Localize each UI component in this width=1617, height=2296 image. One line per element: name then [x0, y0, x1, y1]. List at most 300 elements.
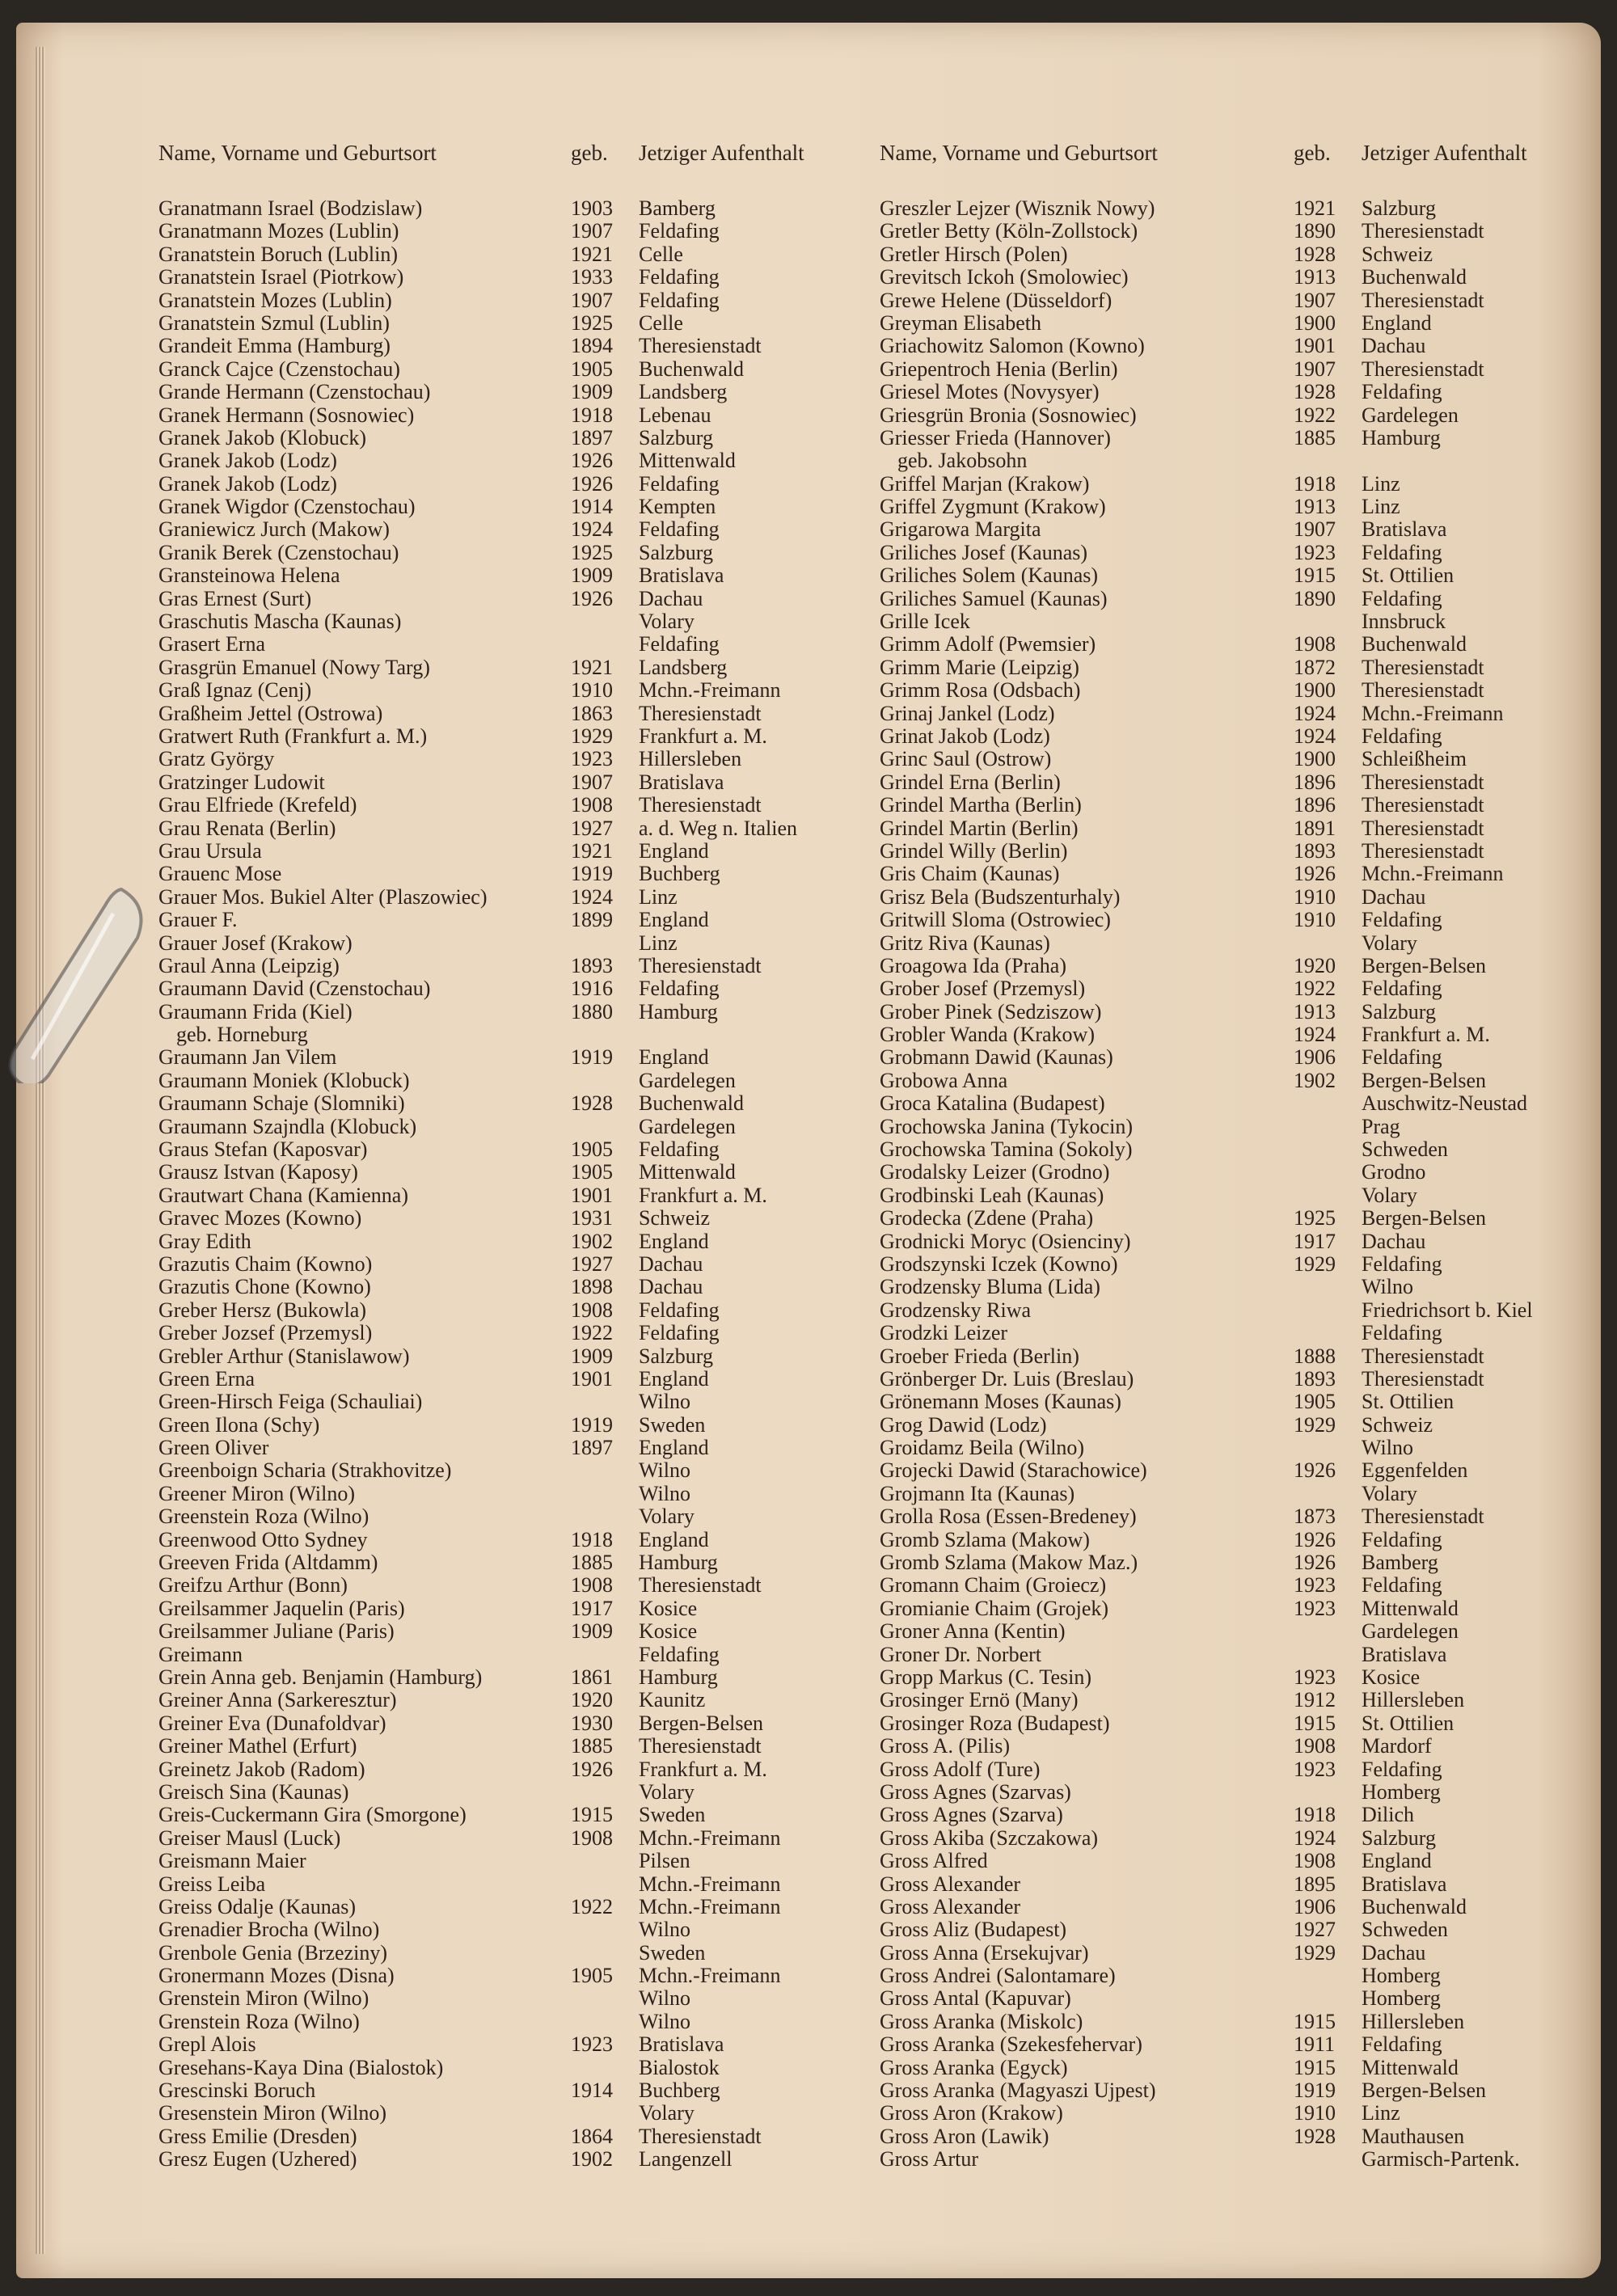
- entry-place: Dachau: [1362, 884, 1426, 909]
- entry-row: [158, 1046, 862, 1069]
- entry-row: [880, 932, 1583, 955]
- entry-name: Griliches Samuel (Kaunas): [880, 586, 1108, 610]
- entry-place: Frankfurt a. M.: [639, 1757, 767, 1781]
- entry-row: [880, 886, 1583, 909]
- entry-row: [880, 1804, 1583, 1826]
- entry-name: Grautwart Chana (Kamienna): [158, 1183, 408, 1207]
- entry-place: Gardelegen: [639, 1114, 736, 1138]
- entry-year: 1915: [1294, 2009, 1336, 2033]
- entry-name: Gress Emilie (Dresden): [158, 2124, 357, 2148]
- entry-row: [880, 564, 1583, 587]
- entry-row: [880, 955, 1583, 977]
- entry-row: [158, 404, 862, 427]
- entry-place: Bratislava: [639, 2032, 724, 2057]
- entry-place: Feldafing: [1362, 540, 1442, 564]
- header-place: Jetziger Aufenthalt: [639, 141, 804, 165]
- entry-name: Grein Anna geb. Benjamin (Hamburg): [158, 1665, 483, 1689]
- entry-row: [158, 1574, 862, 1597]
- entry-row: [158, 381, 862, 403]
- entry-name: Grobowa Anna: [880, 1068, 1008, 1092]
- entry-year: 1929: [571, 724, 613, 748]
- entry-place: Grodno: [1362, 1160, 1426, 1184]
- entry-name: Granek Jakob (Lodz): [158, 449, 337, 473]
- entry-row: [880, 863, 1583, 885]
- entry-year: 1926: [1294, 862, 1336, 886]
- entry-place: Dachau: [639, 586, 703, 610]
- entry-name: Granatmann Israel (Bodzislaw): [158, 196, 423, 220]
- entry-name: Grimm Marie (Leipzig): [880, 655, 1079, 679]
- entry-place: Schweden: [1362, 1137, 1448, 1162]
- entry-place: Gardelegen: [1362, 403, 1459, 427]
- entry-place: Theresienstadt: [639, 793, 762, 817]
- entry-place: Bamberg: [1362, 1551, 1438, 1575]
- entry-row: [158, 909, 862, 931]
- entry-row: [158, 1873, 862, 1896]
- header-place: Jetziger Aufenthalt: [1362, 141, 1527, 165]
- entry-year: 1893: [1294, 838, 1336, 863]
- entry-place: Kosice: [639, 1619, 698, 1644]
- entry-row: [880, 1414, 1583, 1437]
- entry-name: Griffel Zygmunt (Krakow): [880, 495, 1106, 519]
- entry-row: [880, 427, 1583, 449]
- entry-year: 1885: [571, 1551, 613, 1575]
- entry-year: 1924: [571, 517, 613, 542]
- entry-row: [158, 703, 862, 725]
- entry-place: Dilich: [1362, 1803, 1414, 1827]
- entry-name: Gross Artur: [880, 2147, 979, 2171]
- entry-year: 1863: [571, 701, 613, 725]
- entry-year: 1905: [571, 357, 613, 381]
- entry-row: [158, 1529, 862, 1551]
- entry-place: Hillersleben: [639, 747, 742, 771]
- entry-year: 1923: [1294, 540, 1336, 564]
- entry-place: Theresienstadt: [1362, 357, 1484, 381]
- entry-place: Theresienstadt: [1362, 838, 1484, 863]
- entry-year: 1926: [1294, 1551, 1336, 1575]
- entry-year: 1926: [1294, 1527, 1336, 1551]
- entry-name: Granek Wigdor (Czenstochau): [158, 495, 416, 519]
- entry-name: Grimm Adolf (Pwemsier): [880, 632, 1096, 656]
- entry-year: 1888: [1294, 1344, 1336, 1368]
- entry-row: [158, 1987, 862, 2010]
- entry-place: Theresienstadt: [639, 334, 762, 358]
- entry-year: 1926: [571, 449, 613, 473]
- entry-row: [158, 794, 862, 817]
- entry-row: [158, 266, 862, 289]
- entry-place: Feldafing: [639, 265, 720, 289]
- entry-row: [880, 1345, 1583, 1368]
- entry-place: Mchn.-Freimann: [1362, 701, 1504, 725]
- entry-name: Grodzki Leizer: [880, 1321, 1008, 1345]
- entry-row: [880, 1574, 1583, 1597]
- entry-row: [158, 335, 862, 357]
- entry-row: [880, 725, 1583, 748]
- entry-year: 1907: [1294, 288, 1336, 312]
- entry-place: Schweiz: [1362, 1412, 1433, 1437]
- entry-name: Graumann Schaje (Slomniki): [158, 1091, 405, 1116]
- entry-name: Gross Andrei (Salontamare): [880, 1964, 1116, 1988]
- entry-year: 1909: [571, 380, 613, 404]
- entry-year: 1918: [571, 403, 613, 427]
- entry-row: [880, 748, 1583, 770]
- entry-row: [880, 1184, 1583, 1207]
- entry-year: 1907: [571, 288, 613, 312]
- entry-row: [158, 1620, 862, 1643]
- entry-place: Hamburg: [639, 1551, 718, 1575]
- entry-name: Griesel Motes (Novysyer): [880, 380, 1100, 404]
- entry-row: [158, 679, 862, 702]
- entry-name: Gross Aron (Lawik): [880, 2124, 1049, 2148]
- entry-place: Feldafing: [1362, 908, 1442, 932]
- entry-row: [880, 449, 1583, 472]
- entry-place: Kosice: [1362, 1665, 1421, 1689]
- entry-name: Grodszynski Iczek (Kowno): [880, 1251, 1118, 1276]
- entry-row: [158, 1391, 862, 1413]
- entry-row: [158, 1230, 862, 1253]
- entry-name: Greber Hersz (Bukowla): [158, 1298, 367, 1322]
- entry-place: Feldafing: [1362, 977, 1442, 1001]
- entry-row: [158, 1758, 862, 1781]
- entry-place: Bratislava: [1362, 1872, 1447, 1896]
- entry-row: [158, 197, 862, 220]
- entry-place: Theresienstadt: [1362, 655, 1484, 679]
- entry-name: Gretler Betty (Köln-Zollstock): [880, 219, 1138, 243]
- entry-row: [158, 1551, 862, 1574]
- entry-row: [158, 1781, 862, 1804]
- entry-place: Salzburg: [639, 540, 713, 564]
- entry-year: 1909: [571, 1344, 613, 1368]
- entry-row: [880, 1620, 1583, 1643]
- entry-name: geb. Jakobsohn: [897, 449, 1028, 473]
- entry-name: Granatmann Mozes (Lublin): [158, 219, 399, 243]
- entry-row: [158, 1483, 862, 1505]
- entry-year: 1905: [571, 1964, 613, 1988]
- entry-place: Theresienstadt: [1362, 770, 1484, 794]
- entry-row: [158, 2033, 862, 2056]
- entry-row: [158, 1207, 862, 1230]
- entry-row: [880, 2033, 1583, 2056]
- entry-year: 1917: [571, 1596, 613, 1620]
- entry-year: 1907: [1294, 517, 1336, 542]
- entry-name: geb. Horneburg: [176, 1023, 308, 1047]
- entry-name: Greiner Eva (Dunafoldvar): [158, 1711, 386, 1735]
- entry-place: Volary: [1362, 1183, 1417, 1207]
- entry-year: 1872: [1294, 655, 1336, 679]
- entry-row: [880, 2057, 1583, 2079]
- entry-row: [158, 358, 862, 381]
- entry-row: [880, 679, 1583, 702]
- entry-row: [880, 656, 1583, 679]
- entry-year: 1926: [1294, 1458, 1336, 1483]
- entry-place: Buchenwald: [1362, 1894, 1467, 1918]
- entry-place: St. Ottilien: [1362, 563, 1454, 588]
- entry-place: Schweiz: [1362, 242, 1433, 266]
- entry-row: [880, 1850, 1583, 1872]
- entry-year: 1893: [1294, 1366, 1336, 1391]
- entry-name: Gropp Markus (C. Tesin): [880, 1665, 1092, 1689]
- entry-row: [880, 794, 1583, 817]
- entry-row: [880, 1483, 1583, 1505]
- entry-row: [880, 381, 1583, 403]
- entry-place: Feldafing: [639, 977, 720, 1001]
- entry-row: [158, 2102, 862, 2125]
- entry-name: Grasert Erna: [158, 632, 266, 656]
- entry-name: Green Ilona (Schy): [158, 1412, 320, 1437]
- entry-row: [158, 1322, 862, 1344]
- entry-year: 1928: [1294, 380, 1336, 404]
- entry-name: Gross Alfred: [880, 1849, 988, 1873]
- entry-place: Bratislava: [639, 770, 724, 794]
- entry-name: Griesser Frieda (Hannover): [880, 425, 1111, 449]
- entry-year: 1925: [571, 540, 613, 564]
- entry-name: Gross Anna (Ersekujvar): [880, 1940, 1089, 1965]
- entry-name: Gross A. (Pilis): [880, 1734, 1011, 1758]
- entry-row: [880, 404, 1583, 427]
- entry-place: Volary: [639, 2101, 695, 2125]
- entry-year: 1902: [1294, 1068, 1336, 1092]
- right-column-header: [880, 136, 1583, 173]
- entry-year: 1921: [1294, 196, 1336, 220]
- entry-name: Gromann Chaim (Groiecz): [880, 1573, 1107, 1597]
- entry-year: 1925: [571, 310, 613, 335]
- entry-row: [880, 1023, 1583, 1046]
- entry-row: [880, 1551, 1583, 1574]
- entry-year: 1908: [571, 1298, 613, 1322]
- entry-place: Salzburg: [1362, 999, 1436, 1023]
- entry-name: Grille Icek: [880, 610, 970, 634]
- entry-row: [880, 633, 1583, 656]
- entry-place: Theresienstadt: [1362, 816, 1484, 840]
- entry-place: Theresienstadt: [639, 2124, 762, 2148]
- entry-row: [880, 1368, 1583, 1391]
- entry-place: Kaunitz: [639, 1688, 706, 1712]
- entry-row: [880, 1918, 1583, 1941]
- entry-name: Grodecka (Zdene (Praha): [880, 1206, 1094, 1230]
- entry-place: Auschwitz-Neustad: [1362, 1091, 1528, 1116]
- entry-row: [880, 703, 1583, 725]
- entry-year: 1926: [571, 471, 613, 496]
- entry-name: Grindel Erna (Berlin): [880, 770, 1061, 794]
- entry-name: Grau Renata (Berlin): [158, 816, 336, 840]
- entry-year: 1920: [1294, 953, 1336, 977]
- entry-name: Grisz Bela (Budszenturhaly): [880, 884, 1121, 909]
- entry-place: Wilno: [639, 1986, 690, 2011]
- entry-name: Gromb Szlama (Makow Maz.): [880, 1551, 1138, 1575]
- entry-name: Gross Aranka (Magyaszi Ujpest): [880, 2079, 1156, 2103]
- entry-name: Grebler Arthur (Stanislawow): [158, 1344, 410, 1368]
- entry-name: Griachowitz Salomon (Kowno): [880, 334, 1145, 358]
- entry-name: Grog Dawid (Lodz): [880, 1412, 1047, 1437]
- entry-year: 1923: [571, 747, 613, 771]
- entry-row: [880, 1965, 1583, 1987]
- entry-row: [158, 312, 862, 335]
- entry-place: Schweden: [1362, 1918, 1448, 1942]
- entry-place: Mittenwald: [1362, 1596, 1459, 1620]
- entry-row: [158, 2079, 862, 2102]
- entry-name: Gray Edith: [158, 1229, 251, 1253]
- entry-place: Mardorf: [1362, 1734, 1432, 1758]
- entry-year: 1885: [571, 1734, 613, 1758]
- entry-name: Granatstein Szmul (Lublin): [158, 310, 390, 335]
- entry-year: 1907: [571, 770, 613, 794]
- entry-year: 1894: [571, 334, 613, 358]
- entry-place: Hamburg: [639, 999, 718, 1023]
- entry-name: Grauenc Mose: [158, 862, 282, 886]
- entry-place: England: [639, 1045, 709, 1070]
- entry-row: [880, 1597, 1583, 1620]
- entry-place: Salzburg: [639, 1344, 713, 1368]
- entry-row: [158, 1735, 862, 1758]
- entry-name: Graumann David (Czenstochau): [158, 977, 431, 1001]
- entry-name: Griesgrün Bronia (Sosnowiec): [880, 403, 1137, 427]
- entry-name: Granek Jakob (Klobuck): [158, 425, 367, 449]
- entry-row: [880, 1781, 1583, 1804]
- entry-row: [880, 1529, 1583, 1551]
- entry-name: Grochowska Tamina (Sokoly): [880, 1137, 1133, 1162]
- entry-year: 1896: [1294, 770, 1336, 794]
- entry-row: [158, 473, 862, 496]
- entry-place: Hillersleben: [1362, 2009, 1465, 2033]
- entry-name: Griliches Solem (Kaunas): [880, 563, 1099, 588]
- entry-place: Linz: [1362, 495, 1400, 519]
- entry-name: Gratz György: [158, 747, 275, 771]
- entry-place: Buchberg: [639, 2079, 720, 2103]
- entry-row: [880, 1253, 1583, 1276]
- entry-row: [158, 610, 862, 633]
- entry-name: Groeber Frieda (Berlin): [880, 1344, 1079, 1368]
- entry-name: Gransteinowa Helena: [158, 563, 340, 588]
- entry-year: 1905: [1294, 1390, 1336, 1414]
- entry-name: Grosinger Roza (Budapest): [880, 1711, 1110, 1735]
- entry-place: Bergen-Belsen: [1362, 1068, 1487, 1092]
- entry-year: 1914: [571, 2079, 613, 2103]
- entry-year: 1908: [571, 1573, 613, 1597]
- entry-place: Volary: [639, 1505, 695, 1529]
- entry-name: Greiss Odalje (Kaunas): [158, 1894, 357, 1918]
- entry-year: 1919: [571, 1045, 613, 1070]
- entry-row: [158, 977, 862, 1000]
- entry-place: Frankfurt a. M.: [1362, 1023, 1490, 1047]
- entry-row: [158, 2011, 862, 2033]
- entry-year: 1930: [571, 1711, 613, 1735]
- entry-place: Theresienstadt: [1362, 1366, 1484, 1391]
- entry-row: [158, 1827, 862, 1850]
- entry-year: 1918: [1294, 471, 1336, 496]
- entry-name: Gromianie Chaim (Grojek): [880, 1596, 1109, 1620]
- entry-row: [158, 1459, 862, 1482]
- entry-name: Grodbinski Leah (Kaunas): [880, 1183, 1104, 1207]
- entry-row: [880, 840, 1583, 863]
- entry-year: 1923: [1294, 1573, 1336, 1597]
- entry-name: Greifzu Arthur (Bonn): [158, 1573, 348, 1597]
- entry-year: 1922: [571, 1894, 613, 1918]
- entry-name: Graul Anna (Leipzig): [158, 953, 340, 977]
- entry-row: [880, 1001, 1583, 1023]
- entry-year: 1927: [571, 816, 613, 840]
- entry-place: England: [639, 1366, 709, 1391]
- entry-name: Grober Pinek (Sedziszow): [880, 999, 1102, 1023]
- entry-name: Granek Jakob (Lodz): [158, 471, 337, 496]
- entry-place: Langenzell: [639, 2147, 733, 2171]
- entry-name: Grenadier Brocha (Wilno): [158, 1918, 380, 1942]
- entry-row: [158, 863, 862, 885]
- entry-year: 1897: [571, 1436, 613, 1460]
- entry-name: Grevitsch Ickoh (Smolowiec): [880, 265, 1129, 289]
- entry-place: Linz: [1362, 471, 1400, 496]
- entry-year: 1926: [571, 1757, 613, 1781]
- entry-row: [880, 1437, 1583, 1459]
- entry-year: 1900: [1294, 310, 1336, 335]
- entry-name: Groagowa Ida (Praha): [880, 953, 1067, 977]
- entry-name: Gretler Hirsch (Polen): [880, 242, 1068, 266]
- entry-year: 1929: [1294, 1940, 1336, 1965]
- entry-row: [880, 610, 1583, 633]
- entry-name: Grausz Istvan (Kaposy): [158, 1160, 358, 1184]
- entry-place: Feldafing: [639, 1321, 720, 1345]
- entry-place: Friedrichsort b. Kiel: [1362, 1298, 1533, 1322]
- entry-place: Feldafing: [639, 517, 720, 542]
- entry-place: a. d. Weg n. Italien: [639, 816, 797, 840]
- entry-name: Graß Ignaz (Cenj): [158, 678, 312, 703]
- entry-row: [158, 1299, 862, 1322]
- entry-name: Green Erna: [158, 1366, 255, 1391]
- entry-name: Grodnicki Moryc (Osienciny): [880, 1229, 1131, 1253]
- entry-place: Feldafing: [1362, 380, 1442, 404]
- entry-row: [158, 564, 862, 587]
- entry-year: 1906: [1294, 1894, 1336, 1918]
- entry-place: Landsberg: [639, 655, 728, 679]
- entry-place: Theresienstadt: [1362, 1344, 1484, 1368]
- entry-row: [158, 243, 862, 266]
- entry-place: Salzburg: [1362, 196, 1436, 220]
- entry-year: 1890: [1294, 586, 1336, 610]
- entry-name: Grönemann Moses (Kaunas): [880, 1390, 1121, 1414]
- entry-row: [880, 1644, 1583, 1666]
- entry-name: Grewe Helene (Düsseldorf): [880, 288, 1112, 312]
- entry-row: [158, 1942, 862, 1965]
- entry-place: Volary: [639, 610, 695, 634]
- entry-year: 1924: [1294, 1023, 1336, 1047]
- entry-name: Granatstein Israel (Piotrkow): [158, 265, 404, 289]
- entry-place: Kosice: [639, 1596, 698, 1620]
- entry-name: Gross Aranka (Miskolc): [880, 2009, 1083, 2033]
- entry-row: [880, 1873, 1583, 1896]
- entry-name: Graus Stefan (Kaposvar): [158, 1137, 368, 1162]
- entry-name: Graumann Moniek (Klobuck): [158, 1068, 410, 1092]
- entry-name: Grobmann Dawid (Kaunas): [880, 1045, 1113, 1070]
- entry-name: Gravec Mozes (Kowno): [158, 1206, 362, 1230]
- entry-row: [880, 1758, 1583, 1781]
- entry-place: Bratislava: [639, 563, 724, 588]
- entry-year: 1909: [571, 1619, 613, 1644]
- entry-name: Greilsammer Juliane (Paris): [158, 1619, 395, 1644]
- entry-place: Feldafing: [639, 1642, 720, 1666]
- entry-name: Gross Antal (Kapuvar): [880, 1986, 1071, 2011]
- entry-place: Wilno: [639, 2009, 690, 2033]
- entry-place: Gardelegen: [1362, 1619, 1459, 1644]
- entry-row: [158, 1597, 862, 1620]
- entry-year: 1908: [571, 793, 613, 817]
- entry-name: Grimm Rosa (Odsbach): [880, 678, 1081, 703]
- entry-year: 1873: [1294, 1505, 1336, 1529]
- entry-place: Mchn.-Freimann: [639, 678, 781, 703]
- entry-name: Gross Alexander: [880, 1894, 1021, 1918]
- entry-year: 1908: [571, 1825, 613, 1850]
- entry-place: Feldafing: [1362, 1251, 1442, 1276]
- entry-year: 1912: [1294, 1688, 1336, 1712]
- left-rows: [158, 197, 862, 2171]
- entry-row: [158, 289, 862, 312]
